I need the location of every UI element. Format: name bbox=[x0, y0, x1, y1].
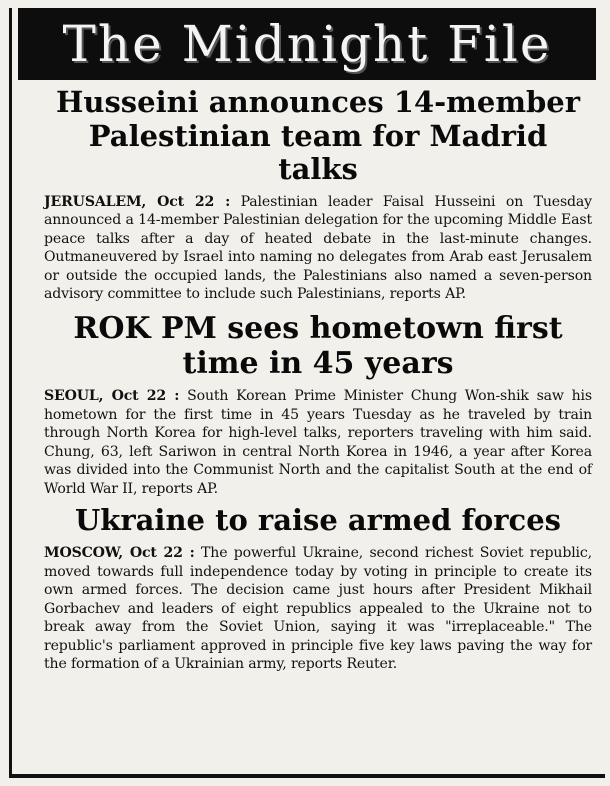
masthead-banner bbox=[18, 8, 596, 80]
story-ukraine bbox=[44, 504, 592, 673]
story-headline: Husseini announces 14-member Palestinian team for Madrid talks bbox=[55, 85, 581, 187]
story-headline: Ukraine to raise armed forces bbox=[74, 503, 561, 538]
story-dateline: SEOUL, Oct 22 : bbox=[44, 388, 180, 405]
story-text: The powerful Ukraine, second richest Soviet republic, moved towards full independence today by voting in principle to create its own armed forces. The decision came just hours after President Mikhail Gorbachev and leaders of eight republics appealed to the Ukraine not to break away from the Soviet Union, saying it was "irreplaceable." The republic's parliament approved in principle five key laws paving the way for the formation of a Ukrainian army, reports Reuter. bbox=[44, 545, 592, 673]
masthead-title: The Midnight File bbox=[62, 15, 552, 73]
story-dateline: JERUSALEM, Oct 22 : bbox=[44, 193, 231, 210]
story-body bbox=[44, 387, 592, 498]
stories-column bbox=[44, 86, 592, 674]
story-body bbox=[44, 193, 592, 304]
story-husseini bbox=[44, 86, 592, 304]
bottom-rule bbox=[9, 774, 605, 778]
left-column-rule bbox=[9, 8, 12, 778]
story-body bbox=[44, 544, 592, 674]
story-rok-pm bbox=[44, 312, 592, 499]
story-text: South Korean Prime Minister Chung Won-shik saw his hometown for the first time in 45 years Tuesday as he traveled by train through North Korea for high-level talks, reporters traveling with him said. Chung, 63, left Sariwon in central North Korea in 1946, a year after Korea was divided into the Communist North and the capitalist South at the end of World War II, reports AP. bbox=[44, 388, 592, 497]
story-text: Palestinian leader Faisal Husseini on Tuesday announced a 14-member Palestinian delegation for the upcoming Middle East peace talks after a day of heated debate in the last-minute changes. Outmaneuvered by Israel into naming no delegates from Arab east Jerusalem or outside the occupied lands, the Palestinians also named a seven-person advisory committee to include such Palestinians, reports AP. bbox=[44, 193, 592, 303]
story-headline: ROK PM sees hometown first time in 45 years bbox=[73, 310, 563, 381]
story-dateline: MOSCOW, Oct 22 : bbox=[44, 545, 195, 562]
